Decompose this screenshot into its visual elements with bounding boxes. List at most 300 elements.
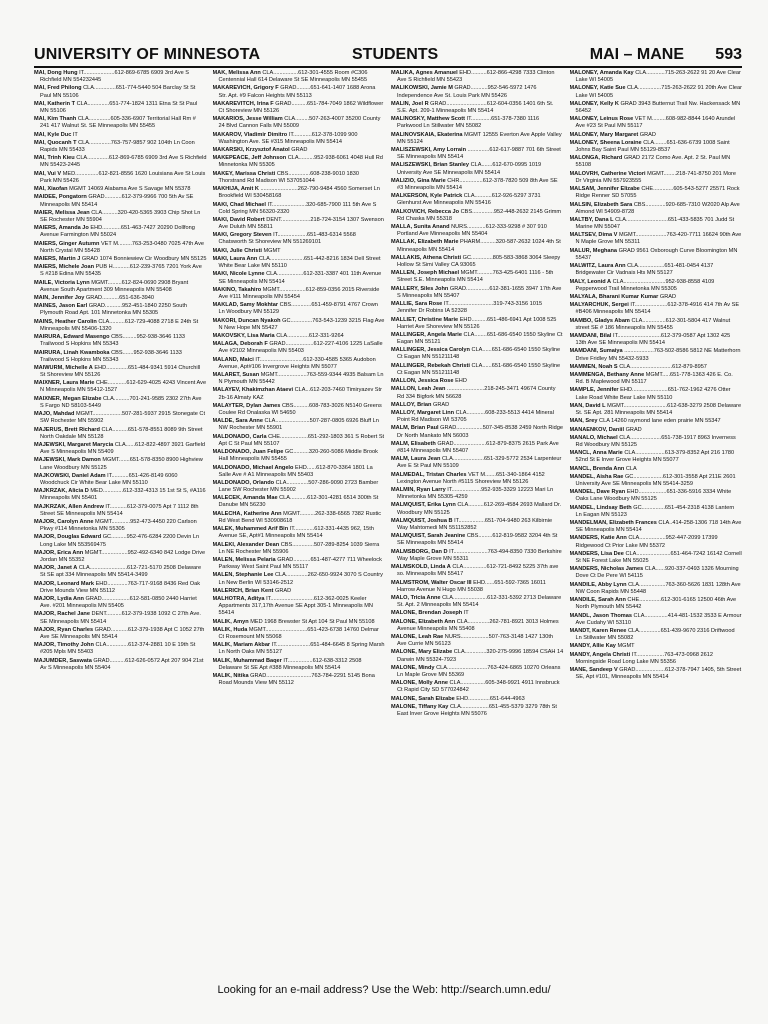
entry-name: MAKOVSKY, Lisa Maria	[212, 333, 275, 339]
directory-entry	[570, 597, 743, 611]
entry-name: MAJEWSKI, Margaret Marycia	[34, 441, 114, 448]
entry-details: CLA......920-337-0493 1326 Mourning Dove Ct De Pere WI 54115	[575, 566, 739, 580]
entry-name: MALONEY, Leinus Rose	[569, 116, 634, 123]
directory-entry	[34, 611, 207, 625]
entry-name: MALLAK, Elizabeth Marie	[391, 239, 459, 246]
entry-name: MANDEL, Dave Ryan	[569, 489, 626, 496]
entry-name: MAIWURM, Michelle A	[34, 364, 93, 371]
entry-name: MALDONADO, Carla	[212, 433, 267, 440]
directory-entry	[391, 533, 564, 547]
entry-name: MALMSBORG, Dan D	[391, 548, 448, 555]
directory-entry	[34, 132, 207, 139]
entry-details: GRAD	[432, 401, 450, 408]
entry-details: GC..........320-260-5086 Middle Brook Hall Minneapolis MN 55455	[218, 449, 378, 463]
entry-name: MAJOR, Rachel Jane	[34, 611, 90, 618]
directory-entry	[34, 627, 207, 641]
entry-name: MALONE, Mary Elizabe	[391, 649, 453, 656]
directory-entry	[570, 427, 743, 434]
entry-details: CLA..............605-336-6907 Territorial Hall Rm # 241 417 Walnut St. SE Minneapolis MN 55455	[40, 116, 196, 130]
entry-details: GC..........952-476-6284 2200 Devin Ln Long Lake MN 553569475	[40, 534, 200, 548]
entry-details: MGMT...................763-559-9344 4935 Balsam Ln N Plymouth MN 55442	[218, 372, 384, 386]
entry-details: GC...................612-301-3558 Apt 211E 2601 University Ave SE Minneapolis MN 55414-3259	[575, 473, 736, 487]
entry-name: MANDT, Karen Renee	[569, 627, 627, 634]
entry-details: CLA...........612-301-4281 6514 300th St Danube MN 56230	[218, 495, 379, 509]
entry-details: CLA..............262-781-8921 3013 Holmes Avenue Minneapolis MN 55408	[397, 618, 559, 632]
entry-details: CLA......651-686-6540 1550 Skyline Ct Eagan MN 551211148	[397, 362, 561, 376]
entry-name: MAKORI, Duncan Nyakoh	[212, 317, 281, 324]
entry-details: EHD......612-870-3364 1801 La Salle Ave # A1 Minneapolis MN 55403	[218, 464, 373, 478]
entry-details: GRAD	[659, 293, 677, 300]
entry-name: MALECEK, Amanda Mae	[212, 495, 278, 502]
entry-details: GRAD	[625, 426, 642, 433]
directory-entry	[34, 411, 207, 425]
directory-entry	[34, 210, 207, 224]
entry-name: MAMMEN, Noah S	[569, 363, 618, 370]
directory-entry	[570, 628, 743, 642]
entry-name: MALEKI, Alexander Dean	[212, 541, 280, 548]
entry-name: MALTSEV, Dima V	[569, 232, 618, 239]
entry-details: CLA..............612-331-9264	[276, 333, 344, 339]
directory-entry	[570, 489, 743, 503]
entry-details: IT.............651-378-7380 1116 Parkwood Ln Stillwater MN 55082	[397, 116, 540, 130]
directory-entry	[34, 140, 207, 154]
entry-name: MANALO, Michael	[569, 434, 618, 441]
entry-details: CLA......................651-464-7242 16142 Cornell St NE Forest Lake MN 55025	[575, 550, 742, 565]
directory-entry	[391, 410, 564, 424]
entry-name: MAJOR, Douglas Edward	[34, 534, 102, 541]
entry-details: CLA...................613-379-8352 Apt 216 1780 52nd St E Inver Grove Heights MN 55077	[575, 450, 735, 464]
directory-entry	[570, 318, 743, 332]
entry-name: MAKI, Julie Christi	[212, 247, 262, 254]
directory-columns	[34, 70, 742, 966]
directory-entry	[34, 101, 207, 115]
entry-name: MALONE, Tiffany Kay	[391, 703, 449, 710]
directory-entry	[213, 418, 386, 432]
entry-details: NURS..................507-763-3148 1427 130th Ave Currie MN 56123	[397, 633, 553, 648]
entry-name: MANDERS, Nicholas James	[569, 566, 644, 573]
directory-entry	[391, 704, 564, 718]
directory-entry	[570, 667, 743, 681]
entry-details: CLA......................612-331-5392 2713 Delaware St. Apt. 2 Minneapolis MN 55414	[397, 594, 562, 609]
entry-details: GC..............763-543-1239 3215 Flag Ave N New Hope MN 55427	[218, 317, 385, 331]
directory-entry	[213, 387, 386, 401]
directory-entry	[570, 202, 743, 216]
entry-name: MALLOY, Brian	[391, 401, 432, 408]
directory-entry	[213, 403, 386, 417]
entry-name: MALKERSON, Kyle Patrick	[391, 193, 463, 200]
entry-name: MAIERS, Ginger Autumn	[34, 240, 100, 247]
entry-details: IT...........651-426-8149 6060 Woodchuck Cir White Bear Lake MN 55110	[40, 472, 178, 486]
directory-entry	[391, 70, 564, 84]
entry-name: MAIRURA, Edward Masengo	[34, 334, 110, 341]
entry-details: EHD	[455, 378, 467, 385]
directory-entry	[570, 643, 743, 650]
directory-entry	[34, 365, 207, 379]
entry-details: CLA..............320-275-9996 18594 CSAH 14 Darwin MN 55324-7923	[397, 649, 564, 663]
directory-entry	[391, 224, 564, 238]
directory-entry	[391, 378, 564, 385]
entry-details: GRAD...........651-487-4277 711 Wheelock Parkway West Saint Paul MN 55117	[218, 556, 382, 571]
entry-name: MANDERS, Lisa Dee	[569, 550, 624, 557]
entry-details: EHD..............651-644-4963	[456, 695, 525, 702]
entry-name: MALDONADO, Michael Angelo	[212, 464, 294, 471]
entry-details: GRAD	[291, 147, 308, 154]
entry-name: MAJERUS, Brett Richard	[34, 426, 100, 433]
directory-entry	[391, 580, 564, 594]
directory-entry	[391, 487, 564, 501]
directory-entry	[570, 101, 743, 115]
directory-entry	[34, 264, 207, 278]
entry-name: MALMSKOLD, Linda A	[391, 564, 451, 571]
directory-entry	[213, 480, 386, 494]
directory-entry	[570, 155, 743, 169]
entry-name: MALONEY, Sheena Loraine	[569, 139, 642, 146]
entry-name: MAILE, Victoria Lynn	[34, 279, 90, 286]
directory-entry	[213, 287, 386, 301]
entry-name: MAJKRZAK, Allen Andrew	[34, 503, 104, 510]
entry-name: MAK, Melissa Ann	[212, 70, 261, 76]
entry-details: MGMT..........262-338-6565 7382 Rustic Rd West Bend WI 530908618	[218, 510, 382, 524]
entry-details: CLA......................507-287-0805 6926 Bluff Ln NW Rochester MN 55901	[218, 418, 379, 432]
entry-name: MAI, Katherin T	[34, 100, 76, 107]
entry-details: CLA..............763-757-9857 902 104th Ln Coon Rapids MN 55433	[40, 139, 195, 154]
entry-name: MALAGA, Deborah F	[212, 341, 268, 348]
entry-details: CLA...........................952-938-8558 4109 Pepperwood Trail Minnetonka MN 55305	[575, 278, 715, 292]
directory-entry	[213, 116, 386, 130]
entry-details: CBS.............920-685-7310 W2020 Alp Ave Almond WI 54909-8728	[575, 201, 740, 215]
entry-details: GRAD.........651-641-1407 1688 Arona Str. Apt. #9 Falcon Heights MN 55113	[218, 85, 376, 99]
entry-details: GRAD 1074 Bonniewiew Cir Woodbury MN 55125	[81, 255, 207, 262]
entry-details: PHARM..........320-587-2632 1024 4th St Minneapolis MN 55414	[397, 239, 561, 253]
directory-entry	[570, 232, 743, 246]
entry-details: MGMT............952-473-4450 220 Carlson Pkwy #114 Minnetonka MN 55305	[40, 518, 197, 533]
directory-entry	[570, 535, 743, 549]
directory-entry	[213, 132, 386, 146]
directory-entry	[391, 610, 564, 617]
directory-entry	[570, 551, 743, 565]
entry-details: IT............................612-362-0025 Keeler Appartments 317,17th Avenue SE Appt 305-1 Minneapolis MN 55414	[218, 596, 373, 617]
entry-name: MAIRURA, Linah Kwamboka	[34, 349, 110, 356]
directory-entry	[391, 472, 564, 486]
entry-name: MANDL, Jason Thomas	[569, 612, 632, 619]
entry-details: CLA.................763-360-5626 1831 128th Ave NW Coon Rapids MN 55448	[575, 581, 741, 595]
directory-entry	[34, 519, 207, 533]
entry-name: MALSIN, Elizabeth Sara	[569, 201, 633, 208]
entry-details: MGMT 14069 Alabama Ave S Savage MN 55378	[69, 186, 191, 193]
entry-name: MALMIN, Ryan Larry	[391, 487, 446, 494]
entry-name: MAJKRZAK, Alicia D	[34, 488, 89, 495]
entry-name: MAJEWSKI, Mark Damon	[34, 457, 101, 464]
directory-entry	[213, 619, 386, 626]
entry-details: IT...........612-379-0075 Apt 7 1112 8th Street SE Minneapolis MN 55414	[40, 503, 199, 517]
directory-entry	[570, 294, 743, 301]
directory-entry	[570, 450, 743, 464]
entry-details: CBS..........608-783-3026 N5140 Greens Coulee Rd Onalaska WI 54650	[218, 402, 382, 417]
entry-details: CBS.............651-459-8791 4767 Crown Ln Woodbury MN 55129	[218, 302, 378, 316]
entry-name: MAMMENGA, Bethany Anne	[569, 372, 645, 379]
entry-name: MALYARCHUK, Sergei	[569, 302, 629, 309]
entry-name: MANDELMAN, Elizabeth Frances	[569, 520, 657, 527]
entry-details: IT................612-638-3312 2508 Delaware St SE Apt #388 Minneapolis MN 55414	[218, 657, 362, 671]
entry-details: CLA..414-258-1306 718 14th Ave SE Minneapolis MN 55414	[575, 520, 742, 534]
directory-entry	[34, 504, 207, 518]
entry-name: MALEK, Muhammed Arif Bin	[212, 526, 289, 533]
directory-entry	[34, 186, 207, 193]
directory-entry	[213, 449, 386, 463]
entry-name: MALLOY, Margaret Linn	[391, 410, 455, 417]
directory-entry	[213, 465, 386, 479]
directory-entry	[34, 303, 207, 317]
entry-name: MAJOR, Erica Ann	[34, 549, 84, 556]
entry-name: MALLON, Leah Jean	[391, 386, 446, 393]
entry-name: MAKI, Laura Ann	[212, 255, 258, 262]
entry-details: GRAD...........612-379-1938 Apt C 1052 27th Ave SE Minneapolis MN 55414	[40, 626, 205, 640]
entry-name: MALAYTER, Dylan James	[212, 402, 281, 409]
directory-entry	[34, 256, 207, 263]
entry-details: IT......................320-685-7900 111 5th Ave S Cold Spring MN 56320-2320	[218, 201, 377, 215]
entry-name: MAI, Vui V	[34, 170, 62, 177]
entry-details: GRAD...................612-378-7947 1405, 5th Street SE, Apt #101, Minneapolis MN 55414	[575, 666, 742, 681]
entry-name: MALM, Laura Jean	[391, 456, 441, 463]
entry-name: MAJOR, Timothy John	[34, 642, 94, 649]
directory-entry	[34, 550, 207, 564]
entry-name: MAJKOWSKI, Daniel Adam	[34, 472, 106, 479]
directory-entry	[213, 248, 386, 255]
entry-name: MALONE, Elizabeth Ann	[391, 618, 456, 625]
entry-details: MGMT.................612-859-0356 2015 Riverside Ave #111 Minneapolis MN 55454	[218, 286, 380, 300]
directory-entry	[213, 85, 386, 99]
entry-name: MALM, Elisabeth	[391, 440, 436, 447]
directory-entry	[34, 488, 207, 502]
directory-entry	[213, 542, 386, 556]
entry-details: IT	[463, 610, 469, 617]
entry-name: MAJOR, Lydia Ann	[34, 596, 84, 602]
entry-name: MALMEDAL, Tristan Charles	[391, 471, 467, 478]
directory-entry	[570, 474, 743, 488]
entry-details: DENT..........612-379-1938 1092 C 27th Ave. SE Minneapolis MN 55414	[40, 611, 201, 625]
entry-details: MGMT..........763-425-6401 1116 - 5th Street S.E. Minneapolis MN 55414	[397, 270, 554, 284]
entry-name: MALEN, Melissa Pelaria	[212, 556, 276, 563]
entry-name: MALTBY, Dana L	[569, 216, 614, 223]
entry-name: MALLINGER, Jessica Carolyn	[391, 347, 470, 354]
entry-details: MGMT...........................651-423-6738 14760 Delmar Ct Rosemount MN 55068	[218, 626, 379, 640]
entry-details: GRAD..................612-581-0850 2440 Harriet Ave. #201 Minneapolis MN 55405	[40, 596, 197, 610]
directory-entry	[34, 427, 207, 441]
entry-details: CLA..........612-729-4088 2718 E 24th St Minneapolis MN 55406-1320	[40, 318, 199, 332]
directory-entry	[34, 171, 207, 185]
directory-entry	[213, 642, 386, 656]
entry-details: GRAD...........612-379-9966 700 5th Av SE Minneapolis MN 55414	[40, 194, 194, 208]
directory-entry	[391, 286, 564, 300]
entry-name: MAKARSKI, Krzysztof Anatol	[212, 147, 290, 154]
entry-details: IT............612-378-1099 900 Washington Ave. SE #315 Minneapolis MN 55414	[218, 131, 358, 145]
directory-entry	[213, 217, 386, 231]
directory-entry	[391, 502, 564, 516]
entry-name: MALLON, Jessica Rose	[391, 378, 454, 385]
entry-details: CBS.......952-938-3646 1133 Trailwood S Hopkins MN 55343	[40, 349, 182, 363]
entry-name: MANDEL, Aisha Rae	[569, 473, 624, 480]
entry-details: CBS..............608-238-9010 1830 Thorstrand Rd Madison WI 537051044	[218, 170, 359, 184]
entry-name: MALIK, Huda	[212, 626, 248, 633]
entry-name: MAKI, Gregory Steven	[212, 232, 272, 239]
entry-details: GC..............805-583-3868 3064 Sleepy Hollow St Simi Valley CA 93065	[397, 254, 561, 269]
entry-details: CBS.........612-819-9582 3204 4th St SE Minneapolis MN 55414	[397, 533, 558, 547]
entry-details: MGMT.........612-824-0690 2908 Bryant Avenue South Apartment 309 Minneapolis MN 55408	[40, 279, 189, 293]
entry-details: IT......................651-484-6645 8 Spring Marsh Ln North Oaks MN 55127	[218, 642, 385, 656]
entry-name: MALLAKIS, Athena Christi	[391, 254, 462, 261]
directory-entry	[570, 582, 743, 596]
directory-entry	[570, 116, 743, 130]
entry-details: IT.....................612-378-4916 414 7th Av SE #B406 Minneapolis MN 55414	[575, 302, 740, 316]
directory-entry	[570, 435, 743, 449]
directory-entry	[391, 634, 564, 648]
directory-entry	[570, 186, 743, 200]
directory-entry	[213, 511, 386, 525]
entry-details: MGMT...................507-281-5937 2915 Stonegate Ct SW Rochester MN 55902	[40, 411, 206, 425]
entry-details: MGMT.......651-578-8350 8900 Highview Lane Woodbury MN 55125	[40, 457, 203, 471]
entry-name: MALM, Brian Paul	[391, 425, 439, 432]
directory-entry	[213, 572, 386, 586]
directory-entry	[213, 357, 386, 371]
entry-details: CLA........651-686-6540 1550 Skyline Ct Eagan MN 55121	[397, 331, 563, 346]
entry-name: MAJOR, Janet A	[34, 565, 78, 572]
entry-name: MAJOR, Ryan Charles	[34, 626, 94, 633]
entry-name: MALDE, Sara Anne	[212, 418, 263, 425]
directory-entry	[570, 652, 743, 666]
directory-entry	[391, 270, 564, 284]
entry-name: MALLINGER, Angela Marie	[391, 331, 462, 338]
entry-details: VET M.........608-982-8844 1640 Arundel Ave #23 St Paul MN 55117	[575, 116, 736, 130]
directory-entry	[391, 363, 564, 377]
directory-entry	[34, 350, 207, 364]
entry-details: IT.............612-331-4435 962, 15th Avenue SE, Apt#1 Minneapolis MN 55414	[218, 526, 374, 540]
directory-entry	[391, 619, 564, 633]
directory-entry	[34, 658, 207, 672]
entry-details: EHD..........612-866-4298 7333 Clinton Ave S Richfield MN 55423	[397, 70, 555, 84]
directory-entry	[391, 178, 564, 192]
header-rule	[34, 66, 742, 68]
entry-name: MANCL, Anna Marie	[569, 450, 623, 457]
directory-entry	[34, 334, 207, 348]
directory-entry	[570, 466, 743, 473]
entry-name: MAKARIOS, Jesse William	[212, 116, 283, 123]
directory-entry	[34, 596, 207, 610]
entry-details: PUB H...........612-239-3765 7201 York Ave S #218 Edina MN 55435	[40, 264, 202, 278]
entry-details: CHE..................651-292-1803 361 S Robert St Apt C St Paul MN 55107	[218, 433, 385, 447]
entry-name: MALIKOWSKI, Jamie M	[391, 85, 453, 92]
entry-details: CLA..............651-774-1824 1311 Etna St St Paul MN 55106	[40, 100, 198, 114]
entry-name: MALIKA, Agnes Amanuel	[391, 70, 458, 76]
directory-entry	[213, 171, 386, 185]
directory-entry	[570, 171, 743, 185]
entry-details: CLA..........952-938-6061 4048 Hull Rd Minnetonka MN 55305	[218, 155, 383, 169]
entry-details: MGMT	[263, 247, 281, 254]
entry-name: MALIK, Amyn	[212, 618, 249, 625]
entry-name: MALSAM, Jennifer Elizabe	[569, 186, 640, 193]
entry-details: EHD..............651-484-9341 5914 Churchill St Shoreview MN 55126	[40, 364, 201, 379]
entry-name: MALKOVICH, Rebecca Jo	[391, 208, 460, 215]
directory-entry	[391, 425, 564, 439]
entry-details: CLA....................651-738-1917 8963 Inverness Rd Woodbury MN 55125	[575, 434, 736, 448]
entry-details: CLA.................952-447-2099 17399 Ridgewood Ct Prior Lake MN 55372	[575, 535, 718, 549]
directory-entry	[391, 680, 564, 694]
entry-name: MALONEY, Mary Margaret	[569, 131, 639, 138]
directory-entry	[213, 256, 386, 270]
entry-details: CHE.............605-543-5277 25571 Rock Ridge Renner SD 57055	[575, 186, 740, 200]
entry-details: CLA....................651-329-5772 2534 Larpenteur Ave E St Paul MN 55109	[397, 456, 562, 470]
entry-name: MALERICH, Brian Kent	[212, 587, 274, 594]
entry-name: MANDILE, Abby Lynn	[569, 581, 627, 588]
entry-details: CLA..............651-439-9670 2316 Driftwood Ln Stillwater MN 55082	[575, 627, 735, 642]
entry-name: MALISZEWSKI, Amy Lorrain	[391, 147, 467, 154]
page-header	[34, 44, 742, 68]
directory-entry	[570, 520, 743, 534]
entry-details: IT....................612-869-6785 6909 3rd Ave S Richfield MN 554232445	[40, 70, 190, 84]
page-number: 593	[715, 46, 742, 63]
entry-details: GRAD	[639, 131, 656, 138]
entry-details: CLA...........................612-879-8957	[619, 363, 707, 370]
entry-details: GRAD...........651-636-3940	[85, 295, 155, 302]
directory-entry	[34, 280, 207, 294]
entry-details: CLA..........612-269-4584 2693 Mallard Dr. Woodbury MN 55125	[397, 502, 562, 516]
entry-details: CHE..............612-301-6165 12500 46th Ave North Plymouth MN 55442	[575, 597, 737, 611]
entry-name: MAMDANI, Bilal	[569, 333, 612, 339]
directory-entry	[34, 225, 207, 239]
entry-details: VET M.......651-340-1864 4152 Lexington Avenue North #5115 Shoreview MN 55126	[397, 471, 545, 485]
entry-details: DENT...................218-724-3154 1307 Swenson Ave Duluth MN 55811	[218, 216, 384, 231]
entry-details: MED...............612-821-8556 1620 Louisiana Ave St Louis Park MN 55426	[40, 170, 206, 184]
entry-name: MALWITZ, Laura Ann	[569, 263, 626, 270]
entry-name: MANE, Sandeep V	[569, 666, 618, 673]
directory-entry	[34, 565, 207, 579]
entry-details: CHR...............612-378-7820 509 8th Ave SE #3 Minneapolis MN 55414	[397, 177, 558, 191]
directory-entry	[213, 101, 386, 115]
entry-details: IT...................952-935-3329 12223 Mari Ln Minnetonka MN 55305-4259	[397, 487, 554, 501]
directory-entry	[34, 70, 207, 84]
entry-details: CLA.........507-263-4007 35200 County 24 Blvd Cannon Falls MN 55009	[218, 116, 381, 130]
entry-details: IT......................763-494-8350 7330 Berkshire Way Maple Grove MN 55311	[397, 548, 562, 562]
entry-details: EHD.......................651-762-1962 4276 Otter Lake Road White Bear Lake MN 55110	[575, 387, 731, 401]
entry-details: CLA..........701-241-9585 2302 27th Ave S Fargo ND 58103-5449	[40, 395, 202, 409]
directory-entry	[391, 209, 564, 223]
directory-entry	[570, 613, 743, 627]
entry-name: MALDONADO, Juan Felipe	[212, 449, 284, 456]
directory-entry	[213, 155, 386, 169]
entry-details: GRAD 2172 Como Ave. Apt. 2 St. Paul MN 55108	[575, 155, 731, 169]
directory-entry	[391, 456, 564, 470]
directory-entry	[570, 348, 743, 362]
directory-entry	[570, 302, 743, 316]
entry-details: GRAD..................612-227-4106 1225 LaSalle Ave #2102 Minneapolis MN 55403	[218, 341, 383, 355]
entry-name: MANDEL, Lindsay Beth	[569, 504, 632, 511]
entry-details: MGMT.....651-778-1363 426 E. Co. Rd. B Maplewood MN 55117	[575, 372, 733, 386]
directory-entry	[570, 418, 743, 425]
entry-details: CLA............608-233-5513 4414 Mineral Point Rd Madison WI 53705	[397, 410, 554, 424]
directory-entry	[34, 85, 207, 99]
entry-details: GRAD..........651-784-7049 1862 Wildflower Ct Shoreview MN 55126	[218, 100, 384, 114]
entry-details: IT............................612-379-0587 Apt 1302 425 13th Ave SE Minneapolis MN 55414	[575, 333, 731, 347]
entry-details: CLA..............507-286-9090 2723 Bamber Lane SW Rochester MN 55902	[218, 479, 379, 494]
directory-entry	[213, 341, 386, 355]
entry-details: GRAD.................507-345-8538 2459 North Ridge Dr North Mankato MN 56003	[397, 425, 563, 439]
directory-entry	[391, 595, 564, 609]
entry-details: CLA......651-686-6540 1550 Skyline Ct Eagan MN 551211148	[397, 347, 561, 361]
entry-details: CLA................605-348-9921 4911 Innsbruck Ct Rapid City SD 577024842	[397, 680, 560, 694]
entry-details: EHD..........651-486-6941 Apt 1008 525 Harriet Ave Shoreview MN 55126	[397, 316, 557, 330]
entry-details: CBS.........952-938-3646 1133 Trailwood S Hopkins MN 55343	[40, 334, 186, 348]
entry-details: CLA.................651-481-0454 4137 Bridgewater Cir Vadnais Hts MN 55127	[575, 263, 714, 277]
entry-name: MAMPLE, Jennifer	[569, 387, 619, 394]
